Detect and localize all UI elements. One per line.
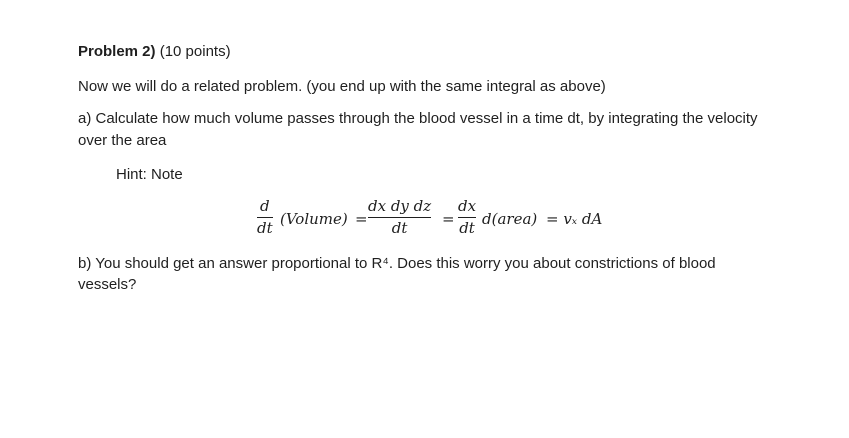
problem-heading	[78, 41, 231, 63]
fraction-dx-dt-denominator: dt	[459, 219, 475, 237]
fraction-d-dt-denominator: dt	[257, 219, 273, 237]
fraction-d-dt-numerator: d	[260, 197, 270, 215]
part-b-line-2: vessels?	[78, 276, 137, 293]
fraction-bar	[458, 217, 476, 218]
part-a-line-2: over the area	[78, 132, 167, 149]
fraction-dx-dt	[458, 198, 476, 237]
fraction-dxdydz-dt	[368, 198, 431, 237]
velocity-area-term: = vₓ dA	[546, 210, 603, 228]
equals-sign-1: =	[355, 210, 368, 228]
problem-title: Problem 2)	[78, 43, 156, 60]
fraction-dxdydz-denominator: dt	[391, 219, 408, 237]
part-b-line-1: b) You should get an answer proportional to R⁴. Does this worry you about constrictions of blood	[78, 255, 716, 272]
equals-sign-2: =	[442, 210, 455, 228]
fraction-dxdydz-numerator: dx dy dz	[368, 197, 432, 215]
intro-text: Now we will do a related problem. (you end up with the same integral as above)	[78, 78, 606, 95]
hint-label: Hint: Note	[116, 166, 183, 183]
area-term: d(area)	[482, 210, 538, 228]
fraction-dx-dt-numerator: dx	[458, 197, 477, 215]
fraction-d-dt	[257, 198, 273, 237]
part-a-line-1: a) Calculate how much volume passes through the blood vessel in a time dt, by integrating the velocity	[78, 110, 758, 127]
problem-points: (10 points)	[159, 43, 231, 60]
fraction-bar	[257, 217, 273, 218]
fraction-bar	[368, 217, 431, 218]
volume-term: (Volume)	[280, 210, 348, 228]
